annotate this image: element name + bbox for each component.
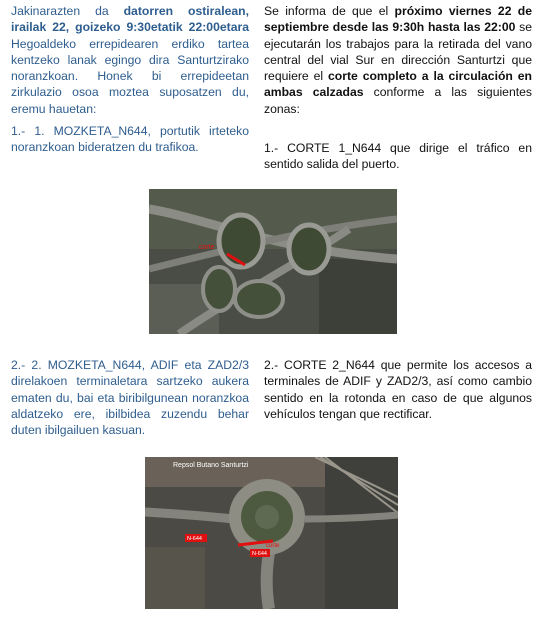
map2-cut-label: corte bbox=[266, 543, 280, 549]
basque-item-2: 2.- 2. MOZKETA_N644, ADIF eta ZAD2/3 direlakoen terminaletara sartzeko aukera ematen du, bai eta biribilgunean noranzkoa aldatzeko ere, ibilbidea zuzendu behar duten ibilgailuen kasuan. bbox=[11, 358, 249, 438]
basque-intro-pre: Jakinarazten da bbox=[11, 4, 124, 18]
spanish-item-1: 1.- CORTE 1_N644 que dirige el tráfico en sentido salida del puerto. bbox=[264, 141, 532, 172]
basque-item-1: 1.- 1. MOZKETA_N644, portutik irteteko noranzkoan bideratzen du trafikoa. bbox=[11, 124, 249, 155]
spanish-date: próximo viernes 22 de septiembre desde las 9:30h hasta las 22:00 bbox=[264, 4, 533, 35]
aerial-map-1-graphic bbox=[149, 189, 397, 334]
map2-road-label-b: N-644 bbox=[252, 551, 267, 557]
basque-intro-post: Hegoaldeko errepidearen erdiko tartea kentzeko lanak egingo dira Santurtzirako noranzkoan. Honek bi errepideetan zirkulazio osoa moztea suposatzen du, eremu hauetan: bbox=[11, 36, 249, 116]
basque-intro bbox=[11, 3, 249, 117]
aerial-map-roundabout bbox=[145, 457, 398, 609]
map1-cut-label: corte bbox=[199, 244, 215, 251]
spanish-intro-b: se ejecutarán los trabajos para la retirada del vano central del vial Sur en dirección Santurtzi que requiere el bbox=[264, 20, 532, 84]
spanish-intro bbox=[264, 3, 532, 117]
spanish-intro-a: Se informa de que el bbox=[264, 4, 395, 18]
spanish-intro-c: conforme a las siguientes zonas: bbox=[264, 85, 532, 116]
aerial-map-interchange bbox=[149, 189, 397, 334]
basque-date: datorren ostiralean, irailak 22, goizeko 9:30etatik 22:00etara bbox=[11, 4, 249, 35]
spanish-cut: corte completo a la circulación en ambas calzadas bbox=[264, 69, 532, 100]
spanish-item-2: 2.- CORTE 2_N644 que permite los accesos a terminales de ADIF y ZAD2/3, así como cambio sentido en la rotonda en caso de que algunos vehículos tengan que rectificar. bbox=[264, 358, 532, 421]
map2-road-label-a: N-644 bbox=[187, 536, 202, 542]
aerial-map-2-graphic bbox=[145, 457, 398, 609]
map2-poi-label: Repsol Butano Santurtzi bbox=[173, 462, 249, 469]
